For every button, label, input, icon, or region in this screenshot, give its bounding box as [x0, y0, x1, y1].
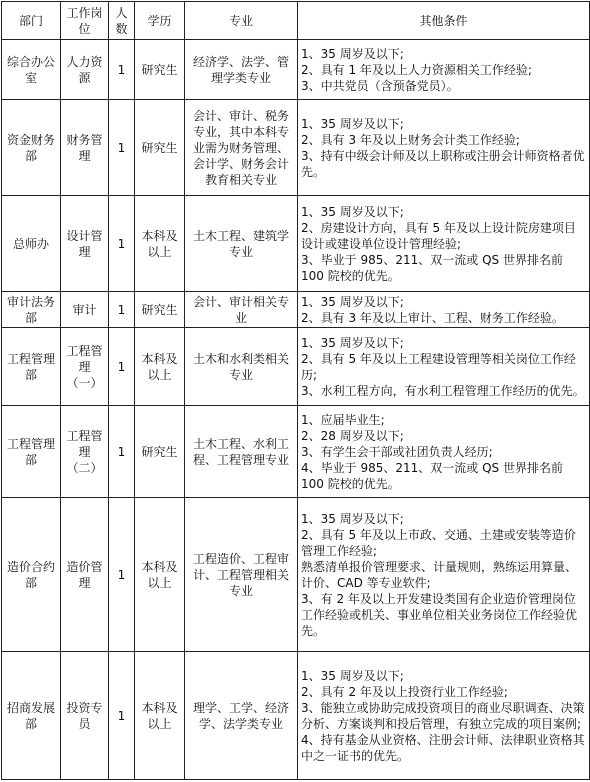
edu-cell: 本科及以上 — [135, 652, 185, 780]
condition-item: 1、应届毕业生; — [301, 412, 385, 427]
header-dept: 部门 — [2, 2, 61, 40]
edu-cell: 研究生 — [135, 292, 185, 328]
header-cond: 其他条件 — [298, 2, 590, 40]
condition-item: 3、能独立或协助完成投资项目的商业尽职调查、决策分析、方案谈判和投后管理，有独立完成的项目案例; — [301, 700, 585, 731]
dept-cell: 审计法务部 — [2, 292, 61, 328]
major-cell: 会计、审计、税务专业，其中本科专业需为财务管理、会计学、财务会计教育相关专业 — [185, 100, 298, 196]
condition-item: 3、中共党员（含预备党员）。 — [301, 78, 459, 93]
post-cell: 审计 — [61, 292, 109, 328]
condition-item: 4、毕业于 985、211、双一流或 QS 世界排名前 100 院校的优先。 — [301, 460, 563, 491]
table-row — [2, 196, 590, 292]
condition-item: 4、持有基金从业资格、注册会计师、法律职业资格其中之一证书的优先。 — [301, 732, 585, 763]
post-cell: 人力资源 — [61, 40, 109, 100]
post-cell: 投资专员 — [61, 652, 109, 780]
post-cell: 工程管理（二） — [61, 406, 109, 498]
dept-cell: 资金财务部 — [2, 100, 61, 196]
recruitment-table — [1, 1, 590, 780]
post-cell: 造价管理 — [61, 498, 109, 652]
condition-item: 1、35 周岁及以下; — [301, 511, 404, 526]
num-cell: 1 — [109, 328, 135, 406]
condition-item: 3、水利工程方向，有水利工程管理工作经历的优先。 — [301, 383, 585, 398]
major-cell: 土木工程、建筑学专业 — [185, 196, 298, 292]
condition-item: 2、具有 1 年及以上人力资源相关工作经验; — [301, 62, 532, 77]
major-cell: 土木工程、水利工程、工程管理专业 — [185, 406, 298, 498]
table-row — [2, 498, 590, 652]
condition-item: 2、具有 3 年及以上财务会计类工作经验; — [301, 132, 520, 147]
header-row — [2, 2, 590, 40]
edu-cell: 研究生 — [135, 100, 185, 196]
edu-cell: 本科及以上 — [135, 328, 185, 406]
condition-item: 2、具有 5 年及以上工程建设管理等相关岗位工作经历; — [301, 351, 576, 382]
conditions-cell — [298, 292, 590, 328]
header-num: 人数 — [109, 2, 135, 40]
condition-item: 1、35 周岁及以下; — [301, 335, 404, 350]
table-row — [2, 652, 590, 780]
major-cell: 经济学、法学、管理学类专业 — [185, 40, 298, 100]
conditions-cell — [298, 40, 590, 100]
conditions-cell — [298, 328, 590, 406]
post-cell: 工程管理（一） — [61, 328, 109, 406]
condition-item: 3、毕业于 985、211、双一流或 QS 世界排名前 100 院校的优先。 — [301, 252, 563, 283]
post-cell: 设计管理 — [61, 196, 109, 292]
condition-item: 1、35 周岁及以下; — [301, 204, 404, 219]
post-cell: 财务管理 — [61, 100, 109, 196]
dept-cell: 总师办 — [2, 196, 61, 292]
dept-cell: 工程管理部 — [2, 406, 61, 498]
dept-cell: 造价合约部 — [2, 498, 61, 652]
edu-cell: 本科及以上 — [135, 498, 185, 652]
major-cell: 会计、审计相关专业 — [185, 292, 298, 328]
major-cell: 工程造价、工程审计、工程管理相关专业 — [185, 498, 298, 652]
edu-cell: 研究生 — [135, 40, 185, 100]
header-major: 专业 — [185, 2, 298, 40]
dept-cell: 工程管理部 — [2, 328, 61, 406]
num-cell: 1 — [109, 40, 135, 100]
num-cell: 1 — [109, 100, 135, 196]
dept-cell: 招商发展部 — [2, 652, 61, 780]
condition-item: 熟悉清单报价管理要求、计量规则，熟练运用算量、计价、CAD 等专业软件; — [301, 559, 578, 590]
num-cell: 1 — [109, 406, 135, 498]
condition-item: 1、35 周岁及以下; — [301, 294, 404, 309]
conditions-cell — [298, 100, 590, 196]
major-cell: 土木和水利类相关专业 — [185, 328, 298, 406]
major-cell: 理学、工学、经济学、法学类专业 — [185, 652, 298, 780]
num-cell: 1 — [109, 498, 135, 652]
header-post: 工作岗位 — [61, 2, 109, 40]
condition-item: 1、35 周岁及以下; — [301, 668, 404, 683]
table-row — [2, 406, 590, 498]
conditions-cell — [298, 498, 590, 652]
table-row — [2, 328, 590, 406]
table-row — [2, 292, 590, 328]
condition-item: 1、35 周岁及以下; — [301, 116, 404, 131]
condition-item: 3、持有中级会计师及以上职称或注册会计师资格者优先。 — [301, 148, 585, 179]
dept-cell: 综合办公室 — [2, 40, 61, 100]
condition-item: 3、有 2 年及以上开发建设类国有企业造价管理岗位工作经验或机关、事业单位相关业务岗位工作经验优先。 — [301, 591, 578, 638]
table-body — [2, 40, 590, 780]
conditions-cell — [298, 652, 590, 780]
condition-item: 2、具有 5 年及以上市政、交通、土建或安装等造价管理工作经验; — [301, 527, 576, 558]
num-cell: 1 — [109, 292, 135, 328]
conditions-cell — [298, 196, 590, 292]
condition-item: 1、35 周岁及以下; — [301, 46, 404, 61]
conditions-cell — [298, 406, 590, 498]
table-row — [2, 40, 590, 100]
num-cell: 1 — [109, 196, 135, 292]
condition-item: 2、具有 2 年及以上投资行业工作经验; — [301, 684, 508, 699]
edu-cell: 研究生 — [135, 406, 185, 498]
edu-cell: 本科及以上 — [135, 196, 185, 292]
condition-item: 2、具有 3 年及以上审计、工程、财务工作经验。 — [301, 310, 564, 325]
table-row — [2, 100, 590, 196]
condition-item: 2、28 周岁及以下; — [301, 428, 404, 443]
header-edu: 学历 — [135, 2, 185, 40]
num-cell: 1 — [109, 652, 135, 780]
condition-item: 2、房建设计方向，具有 5 年及以上设计院房建项目设计或建设单位设计管理经验; — [301, 220, 576, 251]
condition-item: 3、有学生会干部或社团负责人经历; — [301, 444, 493, 459]
